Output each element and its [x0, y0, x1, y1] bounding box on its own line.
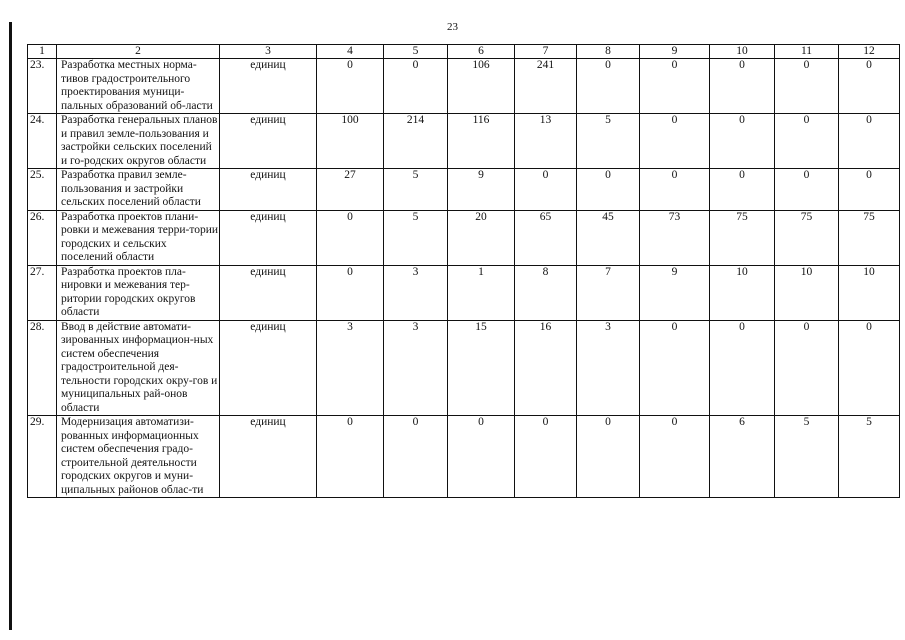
column-header: 7	[515, 45, 577, 59]
row-value: 0	[839, 320, 900, 416]
row-value: 0	[710, 114, 775, 169]
row-value: 10	[710, 265, 775, 320]
column-header: 2	[57, 45, 220, 59]
row-number: 23.	[28, 59, 57, 114]
row-unit: единиц	[220, 59, 317, 114]
row-value: 10	[775, 265, 839, 320]
row-name: Разработка местных норма-тивов градостроительного проектирования муници-пальных образований об-ласти	[57, 59, 220, 114]
row-number: 28.	[28, 320, 57, 416]
row-value: 0	[775, 114, 839, 169]
row-unit: единиц	[220, 210, 317, 265]
table-row	[28, 59, 900, 114]
row-value: 241	[515, 59, 577, 114]
row-value: 0	[710, 59, 775, 114]
row-value: 0	[640, 416, 710, 498]
row-value: 27	[317, 169, 384, 211]
row-value: 5	[775, 416, 839, 498]
column-header: 8	[577, 45, 640, 59]
column-header: 11	[775, 45, 839, 59]
table-row	[28, 320, 900, 416]
row-value: 6	[710, 416, 775, 498]
row-name: Разработка правил земле-пользования и застройки сельских поселений области	[57, 169, 220, 211]
row-value: 20	[448, 210, 515, 265]
row-value: 5	[839, 416, 900, 498]
row-value: 0	[317, 265, 384, 320]
header-row	[28, 45, 900, 59]
row-value: 106	[448, 59, 515, 114]
row-value: 0	[710, 320, 775, 416]
column-header: 5	[384, 45, 448, 59]
row-value: 5	[577, 114, 640, 169]
row-value: 0	[640, 320, 710, 416]
column-header: 9	[640, 45, 710, 59]
row-value: 0	[515, 169, 577, 211]
row-value: 0	[317, 210, 384, 265]
row-value: 1	[448, 265, 515, 320]
row-value: 0	[384, 59, 448, 114]
table-row	[28, 114, 900, 169]
row-value: 0	[775, 59, 839, 114]
row-value: 9	[640, 265, 710, 320]
row-value: 100	[317, 114, 384, 169]
row-value: 65	[515, 210, 577, 265]
row-value: 15	[448, 320, 515, 416]
row-number: 25.	[28, 169, 57, 211]
page-number: 23	[447, 21, 458, 33]
column-header: 10	[710, 45, 775, 59]
data-table	[27, 44, 900, 498]
row-value: 16	[515, 320, 577, 416]
row-value: 0	[839, 169, 900, 211]
row-value: 3	[384, 265, 448, 320]
column-header: 12	[839, 45, 900, 59]
row-value: 0	[515, 416, 577, 498]
column-header: 4	[317, 45, 384, 59]
row-value: 45	[577, 210, 640, 265]
row-value: 0	[710, 169, 775, 211]
row-number: 26.	[28, 210, 57, 265]
row-number: 24.	[28, 114, 57, 169]
row-value: 5	[384, 210, 448, 265]
row-value: 0	[317, 59, 384, 114]
row-name: Разработка проектов плани-ровки и межевания терри-тории городских и сельских поселений области	[57, 210, 220, 265]
row-unit: единиц	[220, 320, 317, 416]
row-value: 5	[384, 169, 448, 211]
row-name: Модернизация автоматизи-рованных информационных систем обеспечения градо-строительной деятельности городских округов и муни-ципальных районов облас-ти	[57, 416, 220, 498]
row-name: Ввод в действие автомати-зированных информацион-ных систем обеспечения градостроительной дея-тельности городских окру-гов и муниципальных рай-онов области	[57, 320, 220, 416]
row-value: 3	[384, 320, 448, 416]
row-unit: единиц	[220, 114, 317, 169]
table-row	[28, 210, 900, 265]
row-value: 0	[839, 59, 900, 114]
row-value: 0	[640, 114, 710, 169]
row-value: 214	[384, 114, 448, 169]
row-value: 0	[640, 59, 710, 114]
row-value: 0	[448, 416, 515, 498]
row-value: 116	[448, 114, 515, 169]
row-value: 10	[839, 265, 900, 320]
row-value: 8	[515, 265, 577, 320]
row-value: 0	[640, 169, 710, 211]
row-value: 0	[775, 169, 839, 211]
table-row	[28, 169, 900, 211]
row-value: 0	[384, 416, 448, 498]
row-value: 0	[775, 320, 839, 416]
row-value: 75	[839, 210, 900, 265]
row-value: 3	[577, 320, 640, 416]
row-value: 73	[640, 210, 710, 265]
row-value: 0	[839, 114, 900, 169]
column-header: 3	[220, 45, 317, 59]
row-value: 0	[577, 169, 640, 211]
row-unit: единиц	[220, 169, 317, 211]
row-number: 29.	[28, 416, 57, 498]
table-row	[28, 265, 900, 320]
row-value: 75	[710, 210, 775, 265]
row-value: 3	[317, 320, 384, 416]
row-value: 13	[515, 114, 577, 169]
row-unit: единиц	[220, 416, 317, 498]
row-name: Разработка генеральных планов и правил земле-пользования и застройки сельских поселений и го-родских округов области	[57, 114, 220, 169]
row-name: Разработка проектов пла-нировки и межевания тер-ритории городских округов области	[57, 265, 220, 320]
row-unit: единиц	[220, 265, 317, 320]
left-margin-bar	[9, 22, 12, 630]
column-header: 6	[448, 45, 515, 59]
row-value: 0	[317, 416, 384, 498]
row-value: 7	[577, 265, 640, 320]
row-value: 0	[577, 416, 640, 498]
row-value: 9	[448, 169, 515, 211]
table-row	[28, 416, 900, 498]
row-value: 75	[775, 210, 839, 265]
row-value: 0	[577, 59, 640, 114]
row-number: 27.	[28, 265, 57, 320]
column-header: 1	[28, 45, 57, 59]
